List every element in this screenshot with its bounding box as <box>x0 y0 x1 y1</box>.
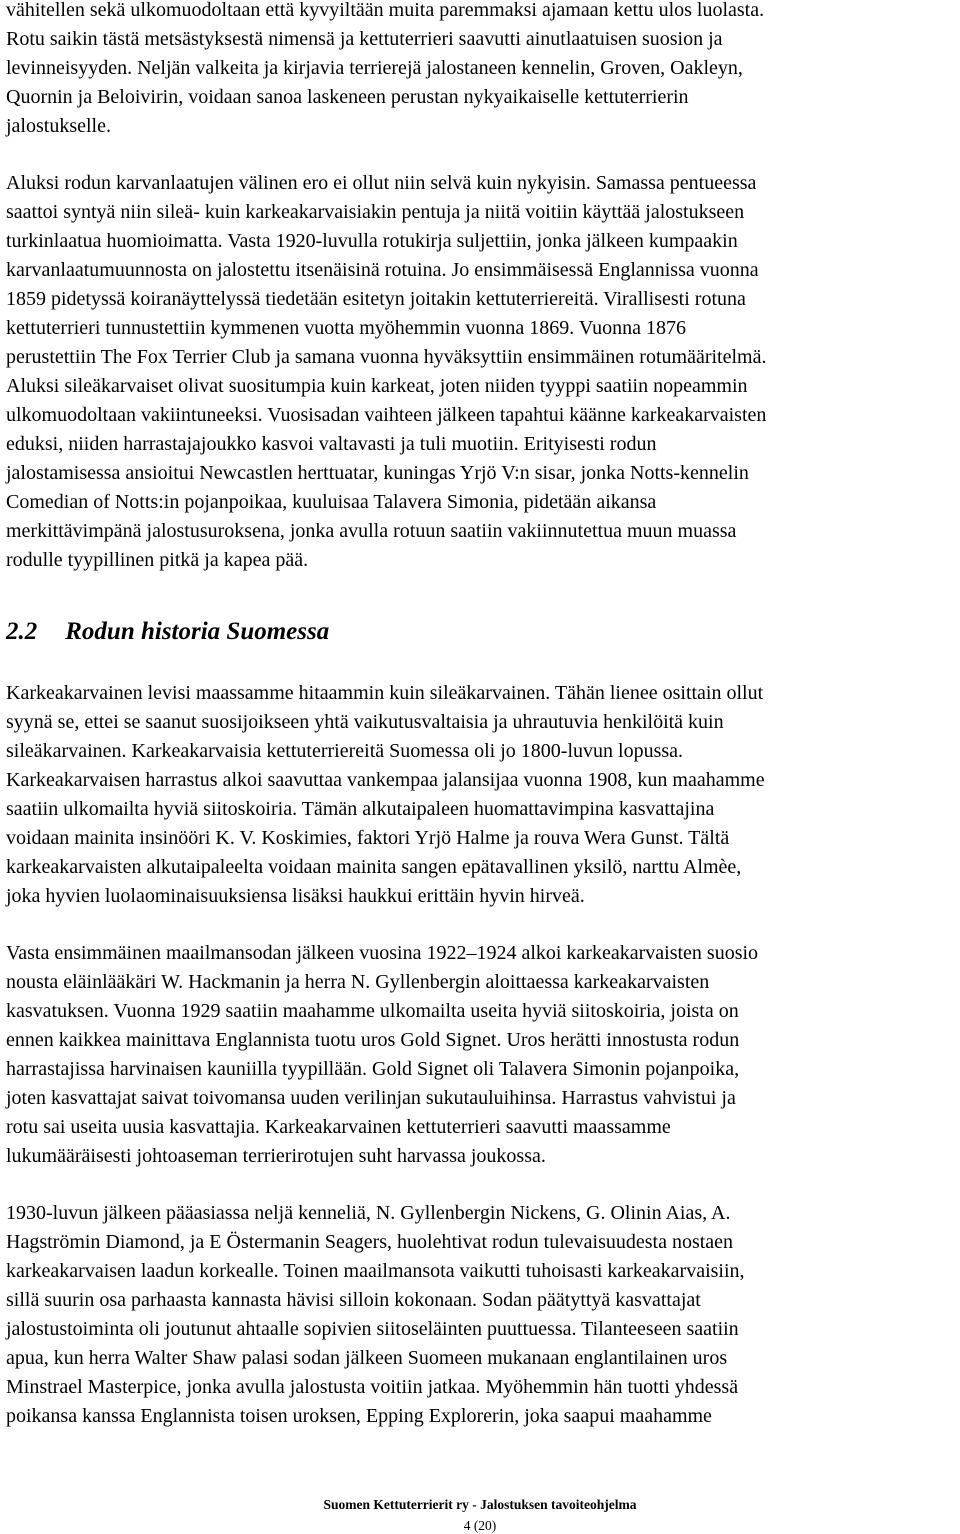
section-heading <box>6 617 958 647</box>
section-spacer <box>6 575 958 617</box>
paragraph-spacer <box>6 141 958 169</box>
section-number: 2.2 <box>6 618 38 645</box>
paragraph-postwar: 1930-luvun jälkeen pääasiassa neljä kenneliä, N. Gyllenbergin Nickens, G. Olinin Aias, A. Hagströmin Diamond, ja E Östermanin Seagers, huolehtivat rodun tulevaisuudesta nostaen karkeakarvaisen laadun korkealle. Toinen maailmansota vaikutti tuhoisasti karkeakarvaisiin, sillä suurin osa parhaasta kannasta hävisi silloin kokonaan. Sodan päätyttyä kasvattajat jalostustoiminta oli joutunut ahtaalle sopivien siitoseläinten puuttuessa. Tilanteeseen saatiin apua, kun herra Walter Shaw palasi sodan jälkeen Suomeen mukanaan englantilainen uros Minstrael Masterpice, jonka avulla jalostusta voitiin jatkaa. Myöhemmin hän tuotti yhdessä poikansa kanssa Englannista toisen uroksen, Epping Explorerin, joka saapui maahamme <box>6 1202 745 1427</box>
paragraph-interwar: Vasta ensimmäinen maailmansodan jälkeen vuosina 1922–1924 alkoi karkeakarvaisten suosio nousta eläinlääkäri W. Hackmanin ja herra N. Gyllenbergin aloittaessa karkeakarvaisten kasvatuksen. Vuonna 1929 saatiin maahamme ulkomailta useita hyviä siitoskoiria, joista on ennen kaikkea mainittava Englannista tuotu uros Gold Signet. Uros herätti innostusta rodun harrastajissa harvinaisen kauniilla tyypillään. Gold Signet oli Talavera Simonin pojanpoika, joten kasvattajat saivat toivomansa uuden verilinjan sukutauluihinsa. Harrastus vahvistui ja rotu sai useita uusia kasvattajia. Karkeakarvainen kettuterrieri saavutti maassamme lukumääräisesti johtoaseman terrierirotujen suht harvassa joukossa. <box>6 942 759 1167</box>
footer-title: Suomen Kettuterrierit ry - Jalostuksen tavoiteohjelma <box>323 1497 637 1512</box>
document-page <box>6 0 958 1431</box>
footer-page-number: 4 (20) <box>463 1518 497 1533</box>
paragraph-finland-early: Karkeakarvainen levisi maassamme hitaammin kuin sileäkarvainen. Tähän lienee osittain ollut syynä se, ettei se saanut suosijoikseen yhtä vaikutusvaltaisia ja uhrautuvia henkilöitä kuin sileäkarvainen. Karkeakarvaisia kettuterriereitä Suomessa oli jo 1800-luvun lopussa. Karkeakarvaisen harrastus alkoi saavuttaa vankempaa jalansijaa vuonna 1908, kun maahamme saatiin ulkomailta hyviä siitoskoiria. Tämän alkutaipaleen huomattavimpina kasvattajina voidaan mainita insinööri K. V. Koskimies, faktori Yrjö Halme ja rouva Wera Gunst. Tältä karkeakarvaisten alkutaipaleelta voidaan mainita sangen epätavallinen yksilö, narttu Almèe, joka hyvien luolaominaisuuksiensa lisäksi haukkui erittäin hyvin hirveä. <box>6 682 765 907</box>
paragraph-breed-origin: vähitellen sekä ulkomuodoltaan että kyvyiltään muita paremmaksi ajamaan kettu ulos luolasta. Rotu saikin tästä metsästyksestä nimensä ja kettuterrieri saavutti ainutlaatuisen suosion ja levinneisyyden. Neljän valkeita ja kirjavia terrierejä jalostaneen kennelin, Groven, Oakleyn, Quornin ja Beloivirin, voidaan sanoa laskeneen perustan nykyaikaiselle kettuterrierin jalostukselle. <box>6 0 765 137</box>
section-spacer <box>6 647 958 679</box>
paragraph-spacer <box>6 911 958 939</box>
paragraph-spacer <box>6 1171 958 1199</box>
section-title: Rodun historia Suomessa <box>65 618 330 645</box>
paragraph-coat-varieties: Aluksi rodun karvanlaatujen välinen ero ei ollut niin selvä kuin nykyisin. Samassa pentueessa saattoi syntyä niin sileä- kuin karkeakarvaisiakin pentuja ja niitä voitiin käyttää jalostukseen turkinlaatua huomioimatta. Vasta 1920-luvulla rotukirja suljettiin, jonka jälkeen kumpaakin karvanlaatumuunnosta on jalostettu itsenäisinä rotuina. Jo ensimmäisessä Englannissa vuonna 1859 pidetyssä koiranäyttelyssä tiedetään esitetyn joitakin kettuterriereitä. Virallisesti rotuna kettuterrieri tunnustettiin kymmenen vuotta myöhemmin vuonna 1869. Vuonna 1876 perustettiin The Fox Terrier Club ja samana vuonna hyväksyttiin ensimmäinen rotumääritelmä. Aluksi sileäkarvaiset olivat suositumpia kuin karkeat, joten niiden tyyppi saatiin nopeammin ulkomuodoltaan vakiintuneeksi. Vuosisadan vaihteen jälkeen tapahtui käänne karkeakarvaisten eduksi, niiden harrastajajoukko kasvoi valtavasti ja tuli muotiin. Erityisesti rodun jalostamisessa ansioitui Newcastlen herttuatar, kuningas Yrjö V:n sisar, jonka Notts-kennelin Comedian of Notts:in pojanpoikaa, kuuluisaa Talavera Simonia, pidetään aikansa merkittävimpänä jalostusuroksena, jonka avulla rotuun saatiin vakiinnutettua muun muassa rodulle tyypillinen pitkä ja kapea pää. <box>6 172 767 571</box>
